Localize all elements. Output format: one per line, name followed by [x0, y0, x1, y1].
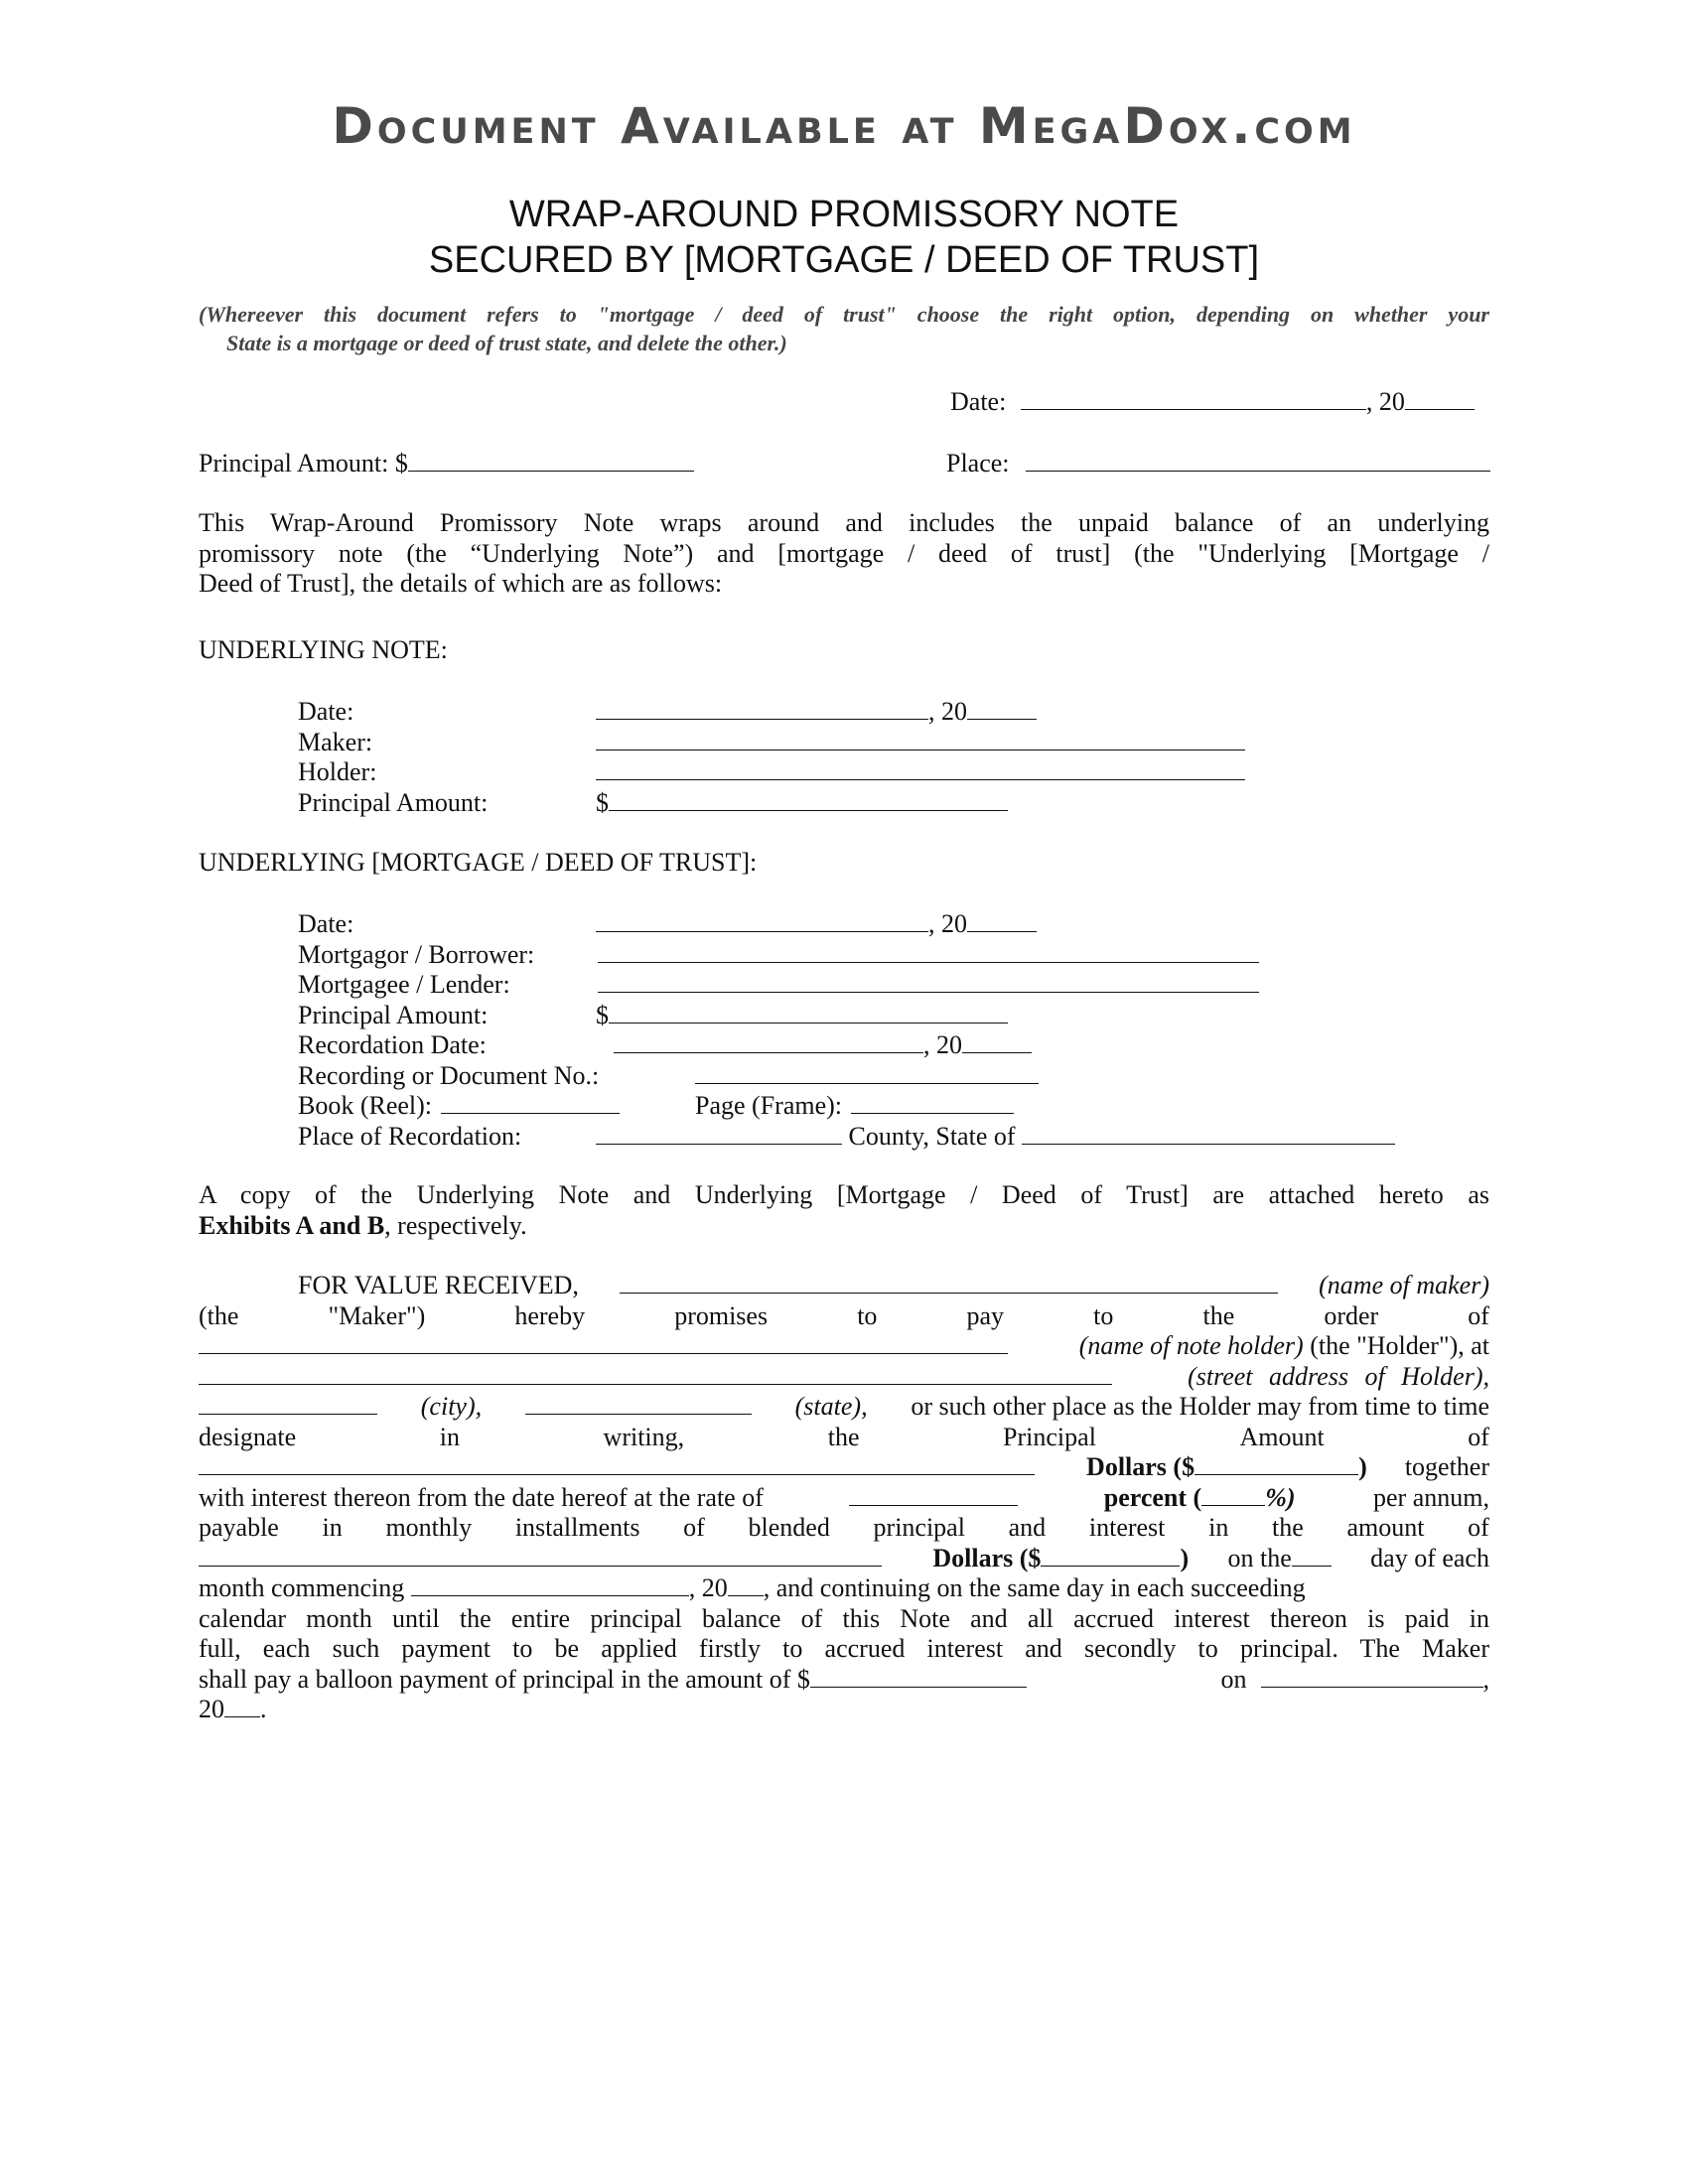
- body-line-8: [199, 1483, 1489, 1514]
- body-word: blended: [748, 1513, 830, 1542]
- body-word: (the: [199, 1300, 239, 1330]
- exhibits-rest: , respectively.: [384, 1210, 527, 1240]
- header-year-prefix: , 20: [1365, 387, 1405, 416]
- note-year-prefix: , 20: [928, 697, 967, 726]
- note-dollar-sign: $: [596, 788, 609, 817]
- body-word: the: [1202, 1300, 1235, 1330]
- note-maker-field: [596, 728, 1245, 757]
- mortgage-principal-label: Principal Amount:: [298, 1001, 489, 1029]
- exhibits-line1: A copy of the Underlying Note and Underlying [Mortgage / Deed of Trust] are attached hereto as: [199, 1180, 1489, 1209]
- body-word: the: [827, 1422, 860, 1451]
- mortgagee-label: Mortgagee / Lender:: [298, 970, 510, 999]
- principal-amount-label: Principal Amount: $: [199, 449, 408, 478]
- instruction-line1: (Whereever this document refers to "mortgage / deed of trust" choose the right option, depending on whether your: [199, 302, 1489, 327]
- installment-words-blank[interactable]: [199, 1544, 882, 1567]
- note-holder-blank[interactable]: [596, 757, 1245, 780]
- mortgage-date-label: Date:: [298, 909, 354, 938]
- continuing-text: , and continuing on the same day in each succeeding: [763, 1573, 1306, 1602]
- payment-day-blank[interactable]: [1292, 1544, 1332, 1567]
- balloon-amount-blank[interactable]: [810, 1665, 1027, 1688]
- for-value-received: FOR VALUE RECEIVED,: [298, 1271, 579, 1299]
- percent-label: percent (: [1103, 1482, 1202, 1512]
- body-word: Amount: [1239, 1422, 1325, 1451]
- intro-line: This Wrap-Around Promissory Note wraps around and includes the unpaid balance of an underlying: [199, 508, 1489, 537]
- place-of-recordation-label: Place of Recordation:: [298, 1122, 522, 1151]
- holder-name-hint: (name of note holder): [1078, 1331, 1304, 1360]
- body-line-3: [199, 1331, 1489, 1362]
- balloon-date-blank[interactable]: [1261, 1665, 1483, 1688]
- book-reel-line: [298, 1091, 620, 1121]
- recordation-year-prefix: , 20: [923, 1030, 962, 1059]
- body-word: of: [1468, 1422, 1489, 1451]
- instruction-note: [199, 300, 1489, 357]
- body-word: Principal: [1003, 1422, 1096, 1451]
- header-date-label: Date:: [950, 387, 1007, 416]
- body-word: installments: [514, 1513, 640, 1542]
- note-holder-field: [596, 757, 1245, 787]
- body-word: designate: [199, 1422, 297, 1451]
- balloon-year-blank[interactable]: [224, 1695, 260, 1717]
- state-blank[interactable]: [1022, 1122, 1395, 1145]
- month-commencing-text: month commencing: [199, 1573, 405, 1602]
- body-word: interest: [1088, 1513, 1166, 1542]
- dollars-close: ): [1358, 1452, 1367, 1481]
- megadox-banner: Document Available at MegaDox.com: [332, 97, 1356, 155]
- header-date-blank[interactable]: [1021, 387, 1366, 410]
- body-word: of: [683, 1513, 705, 1542]
- installment-dollars-close: ): [1180, 1543, 1190, 1572]
- note-principal-label: Principal Amount:: [298, 788, 489, 817]
- body-word: "Maker"): [328, 1300, 426, 1330]
- place-of-recordation-field: [596, 1122, 1395, 1152]
- body-line-13: full, each such payment to be applied firstly to accrued interest and secondly to principal. The Maker: [199, 1634, 1489, 1663]
- body-line-9: [199, 1513, 1489, 1544]
- note-date-label: Date:: [298, 697, 354, 726]
- body-line-11: [199, 1573, 1489, 1604]
- header-year-blank[interactable]: [1405, 387, 1475, 410]
- day-of-each-text: day of each: [1370, 1543, 1489, 1572]
- recording-number-field: [695, 1061, 1039, 1091]
- county-state-text: County, State of: [848, 1122, 1016, 1151]
- body-word: amount: [1346, 1513, 1425, 1542]
- body-word: in: [1208, 1513, 1229, 1542]
- note-principal-field: [596, 788, 1008, 818]
- body-word: in: [322, 1513, 343, 1542]
- exhibits-bold: Exhibits A and B: [199, 1210, 385, 1240]
- note-maker-blank[interactable]: [596, 728, 1245, 751]
- body-word: hereby: [514, 1300, 586, 1330]
- document-title-line2: SECURED BY [MORTGAGE / DEED OF TRUST]: [428, 239, 1260, 281]
- recordation-year-blank[interactable]: [962, 1030, 1032, 1053]
- mortgagee-blank[interactable]: [598, 970, 1259, 993]
- body-word: the: [1272, 1513, 1304, 1542]
- commencing-year-blank[interactable]: [728, 1573, 764, 1596]
- interest-words-blank[interactable]: [849, 1483, 1018, 1506]
- mortgage-date-field: [596, 909, 1037, 939]
- recordation-date-field: [614, 1030, 1032, 1060]
- installment-figure-blank[interactable]: [1041, 1544, 1180, 1567]
- payment-place-text: or such other place as the Holder may from time to time: [911, 1392, 1489, 1421]
- mortgage-date-blank[interactable]: [596, 909, 928, 932]
- body-word: and: [1008, 1513, 1047, 1542]
- mortgage-year-blank[interactable]: [967, 909, 1037, 932]
- document-title-line1: WRAP-AROUND PROMISSORY NOTE: [508, 194, 1180, 235]
- underlying-note-heading: UNDERLYING NOTE:: [199, 635, 448, 664]
- body-line-12: calendar month until the entire principal balance of this Note and all accrued interest thereon is paid in: [199, 1603, 1489, 1633]
- balloon-year-prefix: 20: [199, 1695, 224, 1723]
- principal-amount-line: [199, 449, 694, 478]
- body-word: promises: [674, 1300, 769, 1330]
- body-word: in: [439, 1422, 460, 1451]
- mortgagee-field: [598, 970, 1259, 1000]
- page-frame-label: Page (Frame):: [695, 1091, 843, 1120]
- underlying-mortgage-heading: UNDERLYING [MORTGAGE / DEED OF TRUST]:: [199, 848, 758, 877]
- mortgagor-blank[interactable]: [598, 940, 1259, 963]
- city-blank[interactable]: [199, 1392, 377, 1415]
- book-reel-blank[interactable]: [441, 1091, 620, 1114]
- body-line-14: [199, 1665, 1489, 1696]
- place-blank[interactable]: [1026, 449, 1490, 472]
- recording-number-label: Recording or Document No.:: [298, 1061, 600, 1090]
- mortgagor-label: Mortgagor / Borrower:: [298, 940, 535, 969]
- mortgage-year-prefix: , 20: [928, 909, 967, 938]
- commencing-year-prefix: , 20: [688, 1573, 728, 1602]
- state-hint: (state),: [794, 1392, 868, 1421]
- body-line-4: [199, 1362, 1489, 1393]
- body-line-5: [199, 1392, 1489, 1423]
- intro-line: Deed of Trust], the details of which are as follows:: [199, 569, 723, 598]
- together-text: together: [1404, 1452, 1489, 1481]
- body-line-15: [199, 1695, 1489, 1725]
- instruction-line2: State is a mortgage or deed of trust state, and delete the other.): [226, 331, 787, 355]
- place-line: [946, 449, 1490, 478]
- principal-amount-blank[interactable]: [408, 449, 694, 472]
- holder-text: (the "Holder"), at: [1310, 1331, 1489, 1360]
- dollars-label: Dollars ($: [1086, 1452, 1196, 1481]
- state-name-blank[interactable]: [525, 1392, 752, 1415]
- county-blank[interactable]: [596, 1122, 842, 1145]
- maker-name-hint: (name of maker): [1319, 1271, 1489, 1299]
- body-word: of: [1468, 1300, 1489, 1330]
- body-line-1: [199, 1271, 1489, 1301]
- principal-figure-blank[interactable]: [1195, 1452, 1358, 1475]
- holder-name-blank[interactable]: [199, 1331, 1008, 1354]
- place-label: Place:: [946, 449, 1010, 478]
- intro-line: promissory note (the “Underlying Note”) and [mortgage / deed of trust] (the "Underlying [Mortgage /: [199, 538, 1489, 568]
- note-date-blank[interactable]: [596, 697, 928, 720]
- body-word: writing,: [603, 1422, 685, 1451]
- header-date-line: [950, 387, 1475, 417]
- note-date-field: [596, 697, 1037, 727]
- body-line-2: [199, 1301, 1489, 1332]
- street-address-hint: (street address of Holder),: [1188, 1361, 1489, 1391]
- body-word: payable: [199, 1513, 279, 1542]
- balloon-payment-text: shall pay a balloon payment of principal in the amount of $: [199, 1664, 810, 1694]
- page-frame-blank[interactable]: [851, 1091, 1014, 1114]
- recording-number-blank[interactable]: [695, 1061, 1039, 1084]
- mortgagor-field: [598, 940, 1259, 970]
- body-word: monthly: [385, 1513, 473, 1542]
- percent-sign: %): [1265, 1482, 1296, 1512]
- interest-text: with interest thereon from the date hereof at the rate of: [199, 1482, 764, 1512]
- balloon-comma: ,: [1482, 1664, 1489, 1694]
- body-line-10: [199, 1544, 1489, 1574]
- mortgage-principal-field: [596, 1001, 1008, 1030]
- per-annum-text: per annum,: [1373, 1482, 1489, 1512]
- note-holder-label: Holder:: [298, 757, 377, 786]
- on-the-text: on the: [1227, 1543, 1292, 1572]
- mortgage-dollar-sign: $: [596, 1001, 609, 1029]
- exhibits-line2: [199, 1211, 1489, 1242]
- principal-words-blank[interactable]: [199, 1452, 1035, 1475]
- note-year-blank[interactable]: [967, 697, 1037, 720]
- exhibits-paragraph: [199, 1180, 1489, 1241]
- installment-dollars-label: Dollars ($: [932, 1543, 1042, 1572]
- note-maker-label: Maker:: [298, 728, 373, 756]
- book-reel-label: Book (Reel):: [298, 1091, 433, 1120]
- body-word: principal: [873, 1513, 965, 1542]
- maker-name-blank[interactable]: [620, 1271, 1278, 1294]
- final-period: .: [260, 1695, 267, 1723]
- body-word: to: [857, 1300, 878, 1330]
- body-word: order: [1324, 1300, 1379, 1330]
- body-line-7: [199, 1452, 1489, 1483]
- page-frame-line: [695, 1091, 1014, 1121]
- recordation-date-label: Recordation Date:: [298, 1030, 487, 1059]
- city-hint: (city),: [420, 1392, 483, 1421]
- percent-figure-blank[interactable]: [1201, 1483, 1265, 1506]
- payment-terms-paragraph: [199, 1271, 1489, 1725]
- note-principal-blank[interactable]: [609, 788, 1008, 811]
- recordation-date-blank[interactable]: [614, 1030, 923, 1053]
- intro-paragraph: [199, 508, 1489, 600]
- street-address-blank[interactable]: [199, 1362, 1112, 1385]
- body-word: of: [1468, 1513, 1489, 1542]
- body-word: to: [1093, 1300, 1114, 1330]
- body-word: pay: [966, 1300, 1005, 1330]
- balloon-on-text: on: [1220, 1664, 1247, 1694]
- commencing-date-blank[interactable]: [411, 1573, 689, 1596]
- body-line-6: [199, 1423, 1489, 1453]
- mortgage-principal-blank[interactable]: [609, 1001, 1008, 1024]
